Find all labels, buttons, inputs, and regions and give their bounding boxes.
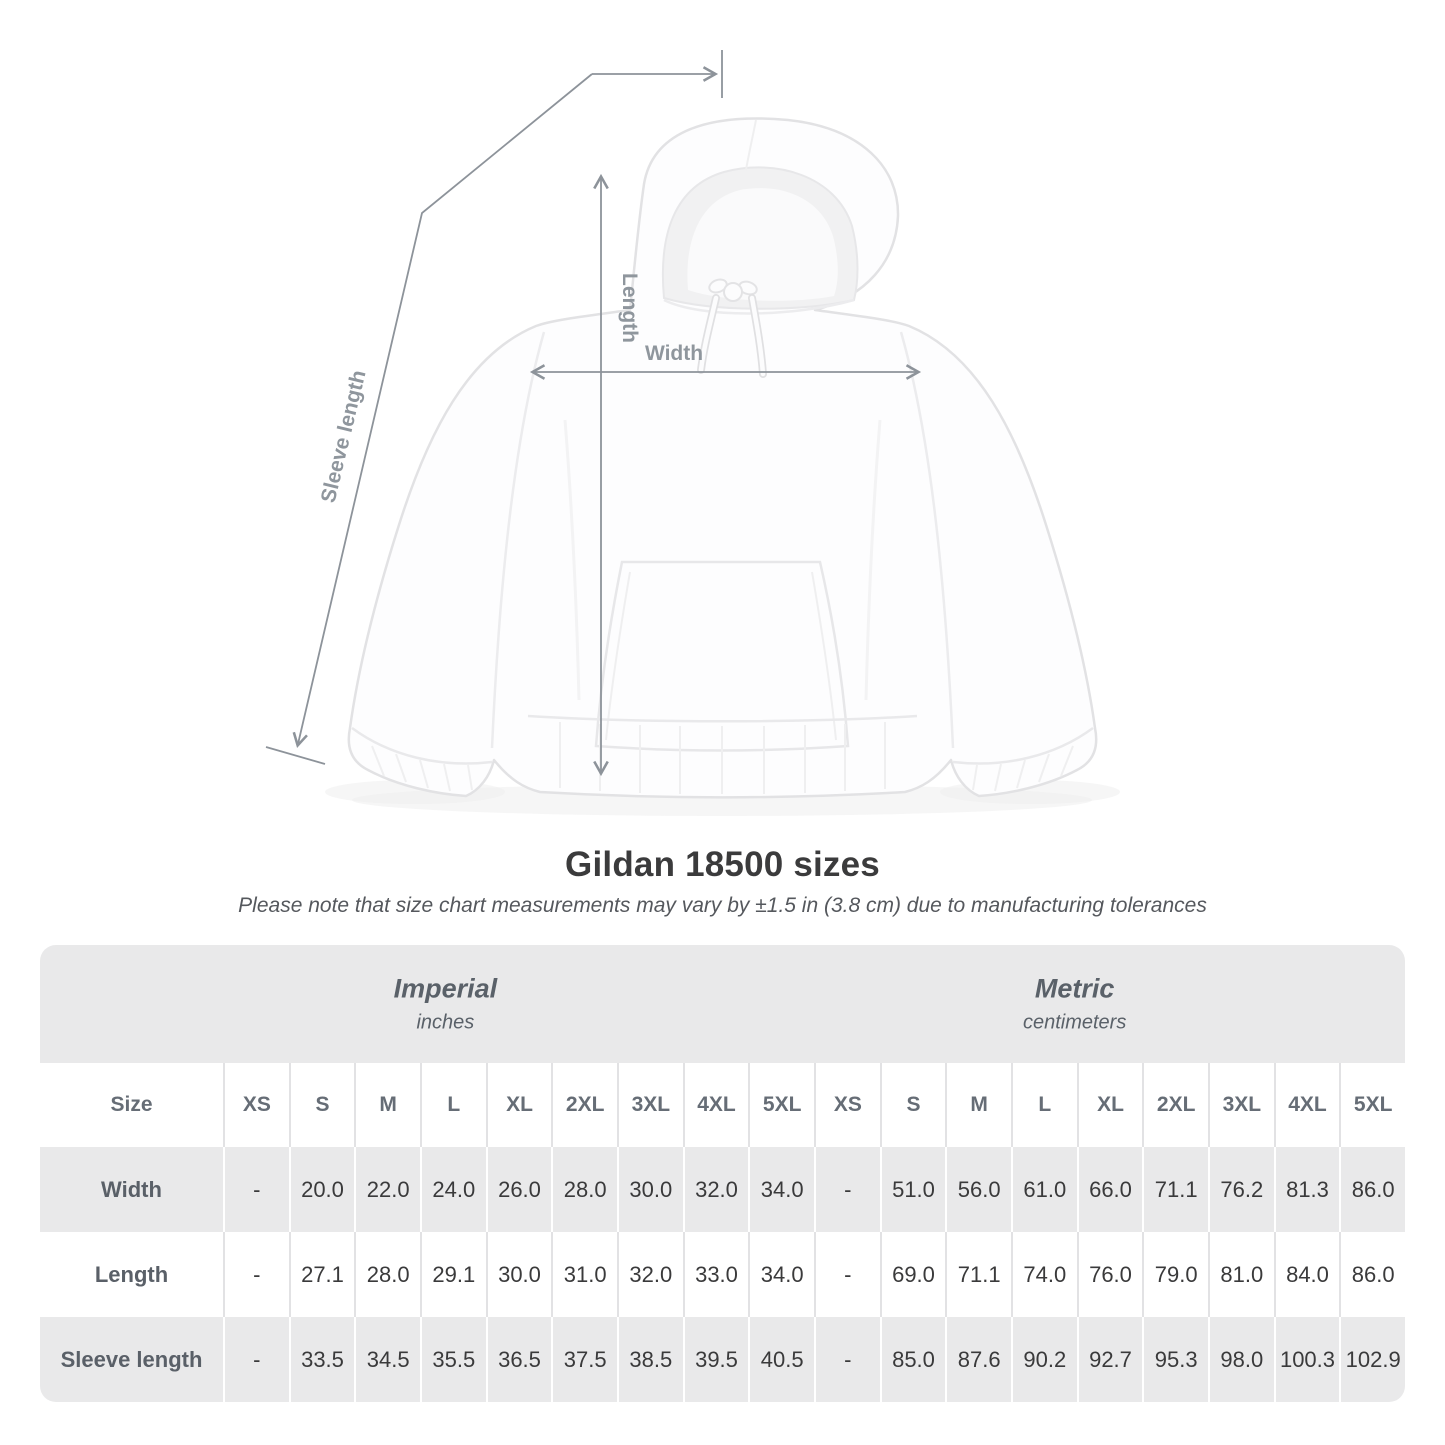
imperial-label: Imperial: [393, 973, 498, 1004]
value-cell: -: [223, 1317, 289, 1402]
value-cell: 30.0: [617, 1147, 683, 1232]
value-cell: 61.0: [1011, 1147, 1077, 1232]
metric-unit: centimeters: [1022, 1011, 1127, 1034]
value-cell: 33.5: [289, 1317, 355, 1402]
sleeve-length-label: Sleeve length: [316, 367, 371, 505]
value-cell: 76.2: [1208, 1147, 1274, 1232]
value-cell: 85.0: [880, 1317, 946, 1402]
value-cell: 86.0: [1339, 1147, 1405, 1232]
metric-unit-group: [1023, 974, 1126, 1035]
size-col-header: L: [420, 1063, 486, 1147]
table-row-width: [40, 1147, 1405, 1232]
value-cell: 22.0: [354, 1147, 420, 1232]
page-title: Gildan 18500 sizes: [565, 845, 880, 884]
value-cell: 20.0: [289, 1147, 355, 1232]
value-cell: 24.0: [420, 1147, 486, 1232]
value-cell: 36.5: [486, 1317, 552, 1402]
value-cell: 28.0: [354, 1232, 420, 1317]
value-cell: 28.0: [551, 1147, 617, 1232]
value-cell: -: [814, 1147, 880, 1232]
value-cell: 100.3: [1274, 1317, 1340, 1402]
unit-header-band: [40, 945, 1405, 1063]
size-col-header: XL: [486, 1063, 552, 1147]
size-table: [40, 945, 1405, 1402]
imperial-unit-group: [394, 974, 498, 1035]
value-cell: 66.0: [1077, 1147, 1143, 1232]
value-cell: 90.2: [1011, 1317, 1077, 1402]
size-col-header: XL: [1077, 1063, 1143, 1147]
value-cell: 92.7: [1077, 1317, 1143, 1402]
size-col-header: L: [1011, 1063, 1077, 1147]
value-cell: 71.1: [1142, 1147, 1208, 1232]
value-cell: 30.0: [486, 1232, 552, 1317]
size-col-header: XS: [814, 1063, 880, 1147]
value-cell: 34.5: [354, 1317, 420, 1402]
value-cell: 86.0: [1339, 1232, 1405, 1317]
size-col-header: 5XL: [1339, 1063, 1405, 1147]
size-corner-label: Size: [110, 1093, 153, 1116]
value-cell: 81.3: [1274, 1147, 1340, 1232]
size-col-header: M: [945, 1063, 1011, 1147]
value-cell: 39.5: [683, 1317, 749, 1402]
value-cell: 32.0: [683, 1147, 749, 1232]
value-cell: 33.0: [683, 1232, 749, 1317]
value-cell: 35.5: [420, 1317, 486, 1402]
value-cell: 32.0: [617, 1232, 683, 1317]
value-cell: 29.1: [420, 1232, 486, 1317]
table-row-length: [40, 1232, 1405, 1317]
value-cell: -: [223, 1232, 289, 1317]
value-cell: 40.5: [748, 1317, 814, 1402]
size-col-header: 4XL: [1274, 1063, 1340, 1147]
size-col-header: S: [880, 1063, 946, 1147]
row-label: Width: [101, 1176, 162, 1202]
value-cell: 38.5: [617, 1317, 683, 1402]
length-label: Length: [618, 273, 641, 343]
value-cell: 34.0: [748, 1232, 814, 1317]
row-label: Length: [94, 1261, 169, 1287]
size-col-header: 3XL: [1208, 1063, 1274, 1147]
value-cell: 79.0: [1142, 1232, 1208, 1317]
table-row-sleeve-length: [40, 1317, 1405, 1402]
value-cell: 26.0: [486, 1147, 552, 1232]
size-col-header: S: [289, 1063, 355, 1147]
value-cell: 74.0: [1011, 1232, 1077, 1317]
value-cell: 98.0: [1208, 1317, 1274, 1402]
metric-label: Metric: [1034, 973, 1115, 1004]
size-col-header: 3XL: [617, 1063, 683, 1147]
page-subtitle: Please note that size chart measurements may vary by ±1.5 in (3.8 cm) due to manufacturing tolerances: [238, 894, 1207, 917]
size-col-header: 2XL: [551, 1063, 617, 1147]
hood-width-arrow: [592, 50, 722, 98]
width-label: Width: [644, 342, 704, 365]
value-cell: 102.9: [1339, 1317, 1405, 1402]
value-cell: -: [814, 1232, 880, 1317]
imperial-unit: inches: [416, 1011, 475, 1034]
row-label: Sleeve length: [60, 1346, 203, 1372]
value-cell: 87.6: [945, 1317, 1011, 1402]
hoodie-illustration: [349, 118, 1096, 797]
value-cell: 56.0: [945, 1147, 1011, 1232]
size-col-header: M: [354, 1063, 420, 1147]
value-cell: 31.0: [551, 1232, 617, 1317]
value-cell: 76.0: [1077, 1232, 1143, 1317]
size-col-header: XS: [223, 1063, 289, 1147]
size-col-header: 4XL: [683, 1063, 749, 1147]
value-cell: 34.0: [748, 1147, 814, 1232]
value-cell: 95.3: [1142, 1317, 1208, 1402]
size-header-row: [40, 1063, 1405, 1147]
value-cell: 69.0: [880, 1232, 946, 1317]
value-cell: 84.0: [1274, 1232, 1340, 1317]
size-col-header: 5XL: [748, 1063, 814, 1147]
value-cell: 27.1: [289, 1232, 355, 1317]
value-cell: 71.1: [945, 1232, 1011, 1317]
value-cell: -: [223, 1147, 289, 1232]
size-col-header: 2XL: [1142, 1063, 1208, 1147]
value-cell: 81.0: [1208, 1232, 1274, 1317]
value-cell: 51.0: [880, 1147, 946, 1232]
value-cell: 37.5: [551, 1317, 617, 1402]
value-cell: -: [814, 1317, 880, 1402]
